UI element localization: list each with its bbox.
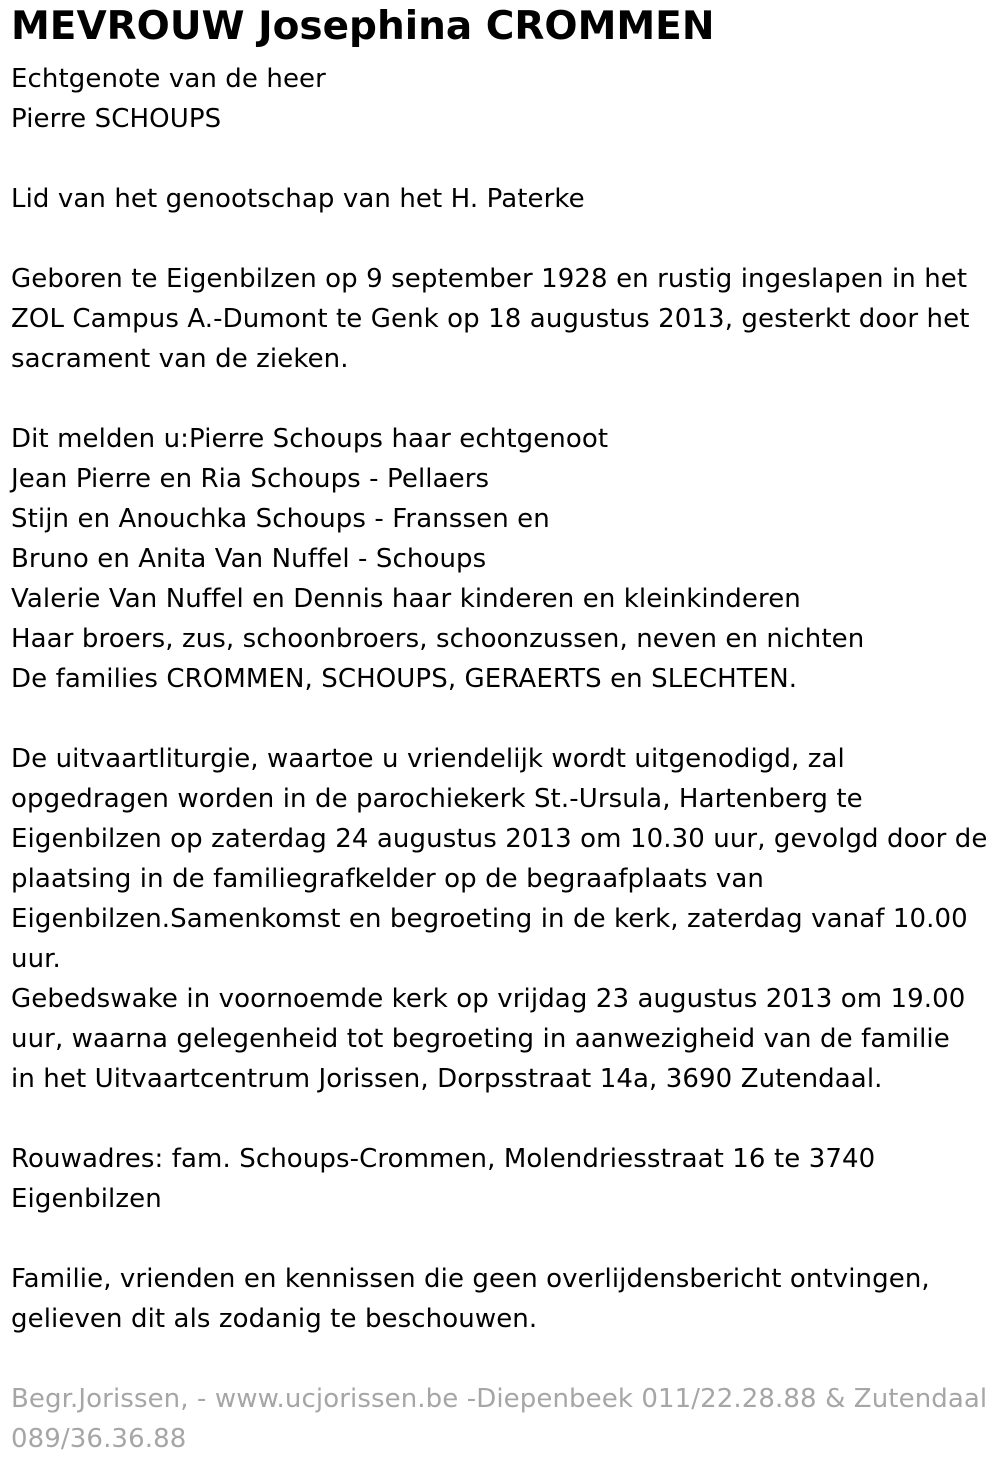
funeral-home-footer (11, 1379, 991, 1459)
body-line: in het Uitvaartcentrum Jorissen, Dorpsstraat 14a, 3690 Zutendaal. (11, 1064, 883, 1094)
blank-line (11, 1219, 991, 1259)
obituary-page (11, 0, 991, 1459)
body-line: ZOL Campus A.-Dumont te Genk op 18 augustus 2013, gesterkt door het (11, 304, 970, 334)
body-line: Echtgenote van de heer (11, 64, 326, 94)
body-line: opgedragen worden in de parochiekerk St.-Ursula, Hartenberg te (11, 784, 863, 814)
body-line: Stijn en Anouchka Schoups - Franssen en (11, 504, 550, 534)
body-line: gelieven dit als zodanig te beschouwen. (11, 1304, 538, 1334)
page-title: MEVROUW Josephina CROMMEN (11, 4, 715, 49)
body-line: Familie, vrienden en kennissen die geen overlijdensbericht ontvingen, (11, 1264, 930, 1294)
body-line: Eigenbilzen op zaterdag 24 augustus 2013 om 10.30 uur, gevolgd door de (11, 824, 988, 854)
body-line: sacrament van de zieken. (11, 344, 349, 374)
body-line: Haar broers, zus, schoonbroers, schoonzussen, neven en nichten (11, 624, 865, 654)
body-line: De families CROMMEN, SCHOUPS, GERAERTS en SLECHTEN. (11, 664, 798, 694)
body-line: Dit melden u:Pierre Schoups haar echtgenoot (11, 424, 609, 454)
blank-line (11, 699, 991, 739)
blank-line (11, 379, 991, 419)
body-line: Eigenbilzen (11, 1184, 162, 1214)
body-line: Pierre SCHOUPS (11, 104, 222, 134)
body-line: uur, waarna gelegenheid tot begroeting in aanwezigheid van de familie (11, 1024, 950, 1054)
body-line: Bruno en Anita Van Nuffel - Schoups (11, 544, 487, 574)
body-line: Rouwadres: fam. Schoups-Crommen, Molendriesstraat 16 te 3740 (11, 1144, 876, 1174)
body-line: Lid van het genootschap van het H. Paterke (11, 184, 585, 214)
body-line: plaatsing in de familiegrafkelder op de begraafplaats van (11, 864, 764, 894)
body-line: De uitvaartliturgie, waartoe u vriendelijk wordt uitgenodigd, zal (11, 744, 845, 774)
body-line: Eigenbilzen.Samenkomst en begroeting in de kerk, zaterdag vanaf 10.00 (11, 904, 968, 934)
obituary-body (11, 59, 991, 1339)
blank-line (11, 219, 991, 259)
body-line: uur. (11, 944, 61, 974)
footer-line: Begr.Jorissen, - www.ucjorissen.be -Diepenbeek 011/22.28.88 & Zutendaal (11, 1384, 988, 1414)
blank-line (11, 139, 991, 179)
body-line: Jean Pierre en Ria Schoups - Pellaers (11, 464, 490, 494)
body-line: Geboren te Eigenbilzen op 9 september 1928 en rustig ingeslapen in het (11, 264, 968, 294)
body-line: Valerie Van Nuffel en Dennis haar kinderen en kleinkinderen (11, 584, 801, 614)
body-line: Gebedswake in voornoemde kerk op vrijdag 23 augustus 2013 om 19.00 (11, 984, 966, 1014)
blank-line (11, 1099, 991, 1139)
footer-line: 089/36.36.88 (11, 1424, 187, 1454)
